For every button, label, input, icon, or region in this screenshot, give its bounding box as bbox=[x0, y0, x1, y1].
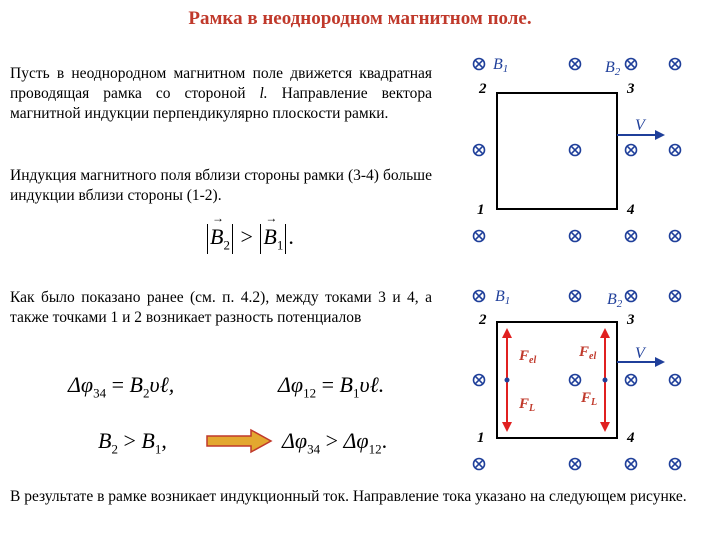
formula-b-inequality: $B_2 > B_1$, bbox=[98, 428, 167, 457]
induction-paragraph: Индукция магнитного поля вблизи стороны рамки (3-4) больше индукции вблизи стороны (1-2). bbox=[10, 167, 432, 204]
velocity-label: V bbox=[635, 117, 645, 134]
frame-diagram-top bbox=[455, 48, 705, 253]
fel-right-label: $F_{el}$ bbox=[579, 344, 597, 362]
formula-dphi12: $\Delta\varphi_{12}$ = $B_1\upsilon\ell$. bbox=[278, 372, 385, 401]
corner-3-label: 3 bbox=[627, 81, 635, 97]
intro-text: Пусть в неоднородном магнитном поле движется квадратная проводящая рамка со стороной bbox=[10, 65, 432, 102]
conducting-frame bbox=[497, 322, 617, 438]
corner-1-label: 1 bbox=[477, 202, 485, 218]
corner-4-label: 4 bbox=[627, 202, 635, 218]
frame-diagram-bottom bbox=[455, 280, 705, 478]
b1-label: B1 bbox=[495, 288, 511, 307]
velocity-label: V bbox=[635, 345, 645, 362]
corner-1-label: 1 bbox=[477, 430, 485, 446]
fl-left-label: $F_L$ bbox=[519, 396, 536, 414]
formula-dphi34: $\Delta\varphi_{34}$ = $B_2\upsilon\ell$, bbox=[68, 372, 175, 401]
intro-paragraph bbox=[10, 64, 432, 124]
b1-label: B1 bbox=[493, 56, 509, 75]
fl-right-label: $F_L$ bbox=[581, 390, 598, 408]
implies-arrow-icon bbox=[205, 428, 275, 454]
formula-dphi-inequality: $\Delta\varphi_{34} > \Delta\varphi_{12}$. bbox=[282, 428, 388, 457]
fel-left-label: $F_{el}$ bbox=[519, 348, 537, 366]
page-title: Рамка в неоднородном магнитном поле. bbox=[188, 8, 532, 29]
corner-2-label: 2 bbox=[479, 81, 487, 97]
side-length-symbol: l. bbox=[259, 85, 268, 102]
vector-inequality: → $B_2$ > → $B_1$ . bbox=[205, 224, 294, 254]
intro-text-end: Направление вектора магнитной индукции перпендикулярно плоскости рамки. bbox=[10, 85, 433, 122]
corner-2-label: 2 bbox=[479, 312, 487, 328]
conclusion-paragraph: В результате в рамке возникает индукционный ток. Направление тока указано на следующем рисунке. bbox=[10, 488, 687, 505]
b2-label: B2 bbox=[605, 59, 621, 78]
conducting-frame bbox=[497, 93, 617, 209]
b2-label: B2 bbox=[607, 291, 623, 310]
corner-4-label: 4 bbox=[627, 430, 635, 446]
field-symbols-top bbox=[474, 59, 681, 242]
potential-paragraph: Как было показано ранее (см. п. 4.2), между токами 3 и 4, а также точками 1 и 2 возникает разность потенциалов bbox=[10, 289, 432, 326]
corner-3-label: 3 bbox=[627, 312, 635, 328]
